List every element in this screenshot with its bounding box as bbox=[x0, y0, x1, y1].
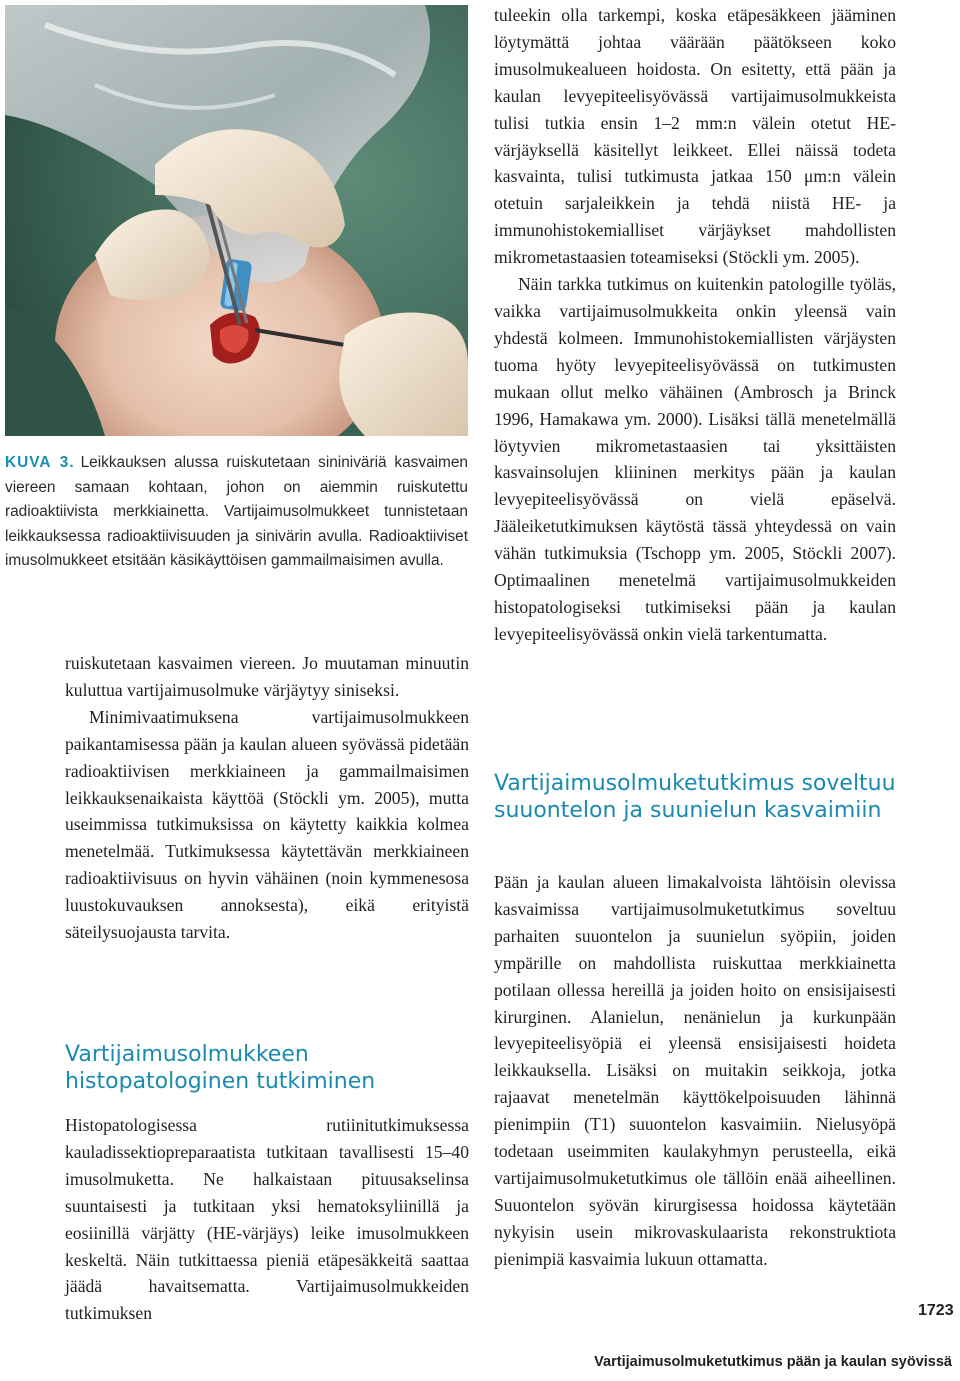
right-paragraph-3: Pään ja kaulan alueen limakalvoista lähtöisin olevissa kasvaimissa vartijaimusolmuketutkimus soveltuu parhaiten suuontelon ja suunielun syöpiin, joiden ympärille on mahdollista ruiskuttaa merkkiainetta potilaan ollessa hereillä ja joiden hoito on ensisijaisesti kirurginen. Alanielun, nenänielun ja kurkunpään levyepiteelisyöpiä ei yleensä ensisijaisesti hoideta leikkauksella. Lisäksi on muitakin seikkoja, jotka rajaavat menetelmän käyttökelpoisuuden lähinnä pienimpiin (T1) suuontelon kasvaimiin. Nielusyöpä todetaan useimmiten kaulakyhmyn perusteella, eikä vartijaimusolmuketutkimus ole tällöin enää aiheellinen. Suuontelon syövän kirurgisessa hoidossa käytetään nykyisin usein mikrovaskulaarista rekonstruktiota pienimpiä kasvaimia lukuun ottamatta. bbox=[494, 872, 896, 1269]
right-paragraph-1: tuleekin olla tarkempi, koska etäpesäkkeen jääminen löytymättä johtaa väärään päätökseen koko imusolmukealueen hoidosta. On esitetty, että pään ja kaulan levyepiteelisyövässä vartijaimusolmukkeista tulisi tutkia ensin 1–2 mm:n välein otetut HE-värjäyksellä käsitellyt leikkeet. Ellei näissä todeta kasvainta, tulisi tutkimusta jatkaa 150 μm:n välein otetuin sarjaleikkein ja tehdä niistä HE- ja immunohistokemialliset värjäykset mahdollisten mikrometastaasien toteamiseksi (Stöckli ym. 2005). bbox=[494, 5, 896, 268]
left-paragraph-3: Histopatologisessa rutiinitutkimuksessa kauladissektiopreparaatista tutkitaan tavallisesti 15–40 imusolmuketta. Ne halkaistaan pituusakselinsa suuntaisesti ja tutkitaan yksi hematoksyliinillä ja eosiinillä värjätty (HE-värjäys) leike imusolmukkeen keskeltä. Näin tutkittaessa pieniä etäpesäkkeitä saattaa jäädä havaitsematta. Vartijaimusolmukkeiden tutkimuksen bbox=[65, 1115, 469, 1324]
right-column-top bbox=[494, 2, 896, 648]
left-column-bottom bbox=[65, 1112, 469, 1327]
figure-caption-text: Leikkauksen alussa ruiskutetaan sininiväriä kasvaimen viereen samaan kohtaan, johon on aiemmin ruiskutettu radioaktiivista merkkiainetta. Vartijaimusolmukkeet tunnistetaan leikkauksessa radioaktiivisuuden ja sinivärin avulla. Radioaktiiviset imusolmukkeet etsitään käsikäyttöisen gammailmaisimen avulla. bbox=[5, 454, 468, 569]
left-column-top bbox=[65, 650, 469, 946]
right-column-bottom bbox=[494, 869, 896, 1273]
right-section-heading: Vartijaimusolmuketutkimus soveltuu suuontelon ja suunielun kasvaimiin bbox=[494, 771, 896, 823]
left-paragraph-1: ruiskutetaan kasvaimen viereen. Jo muutaman minuutin kuluttua vartijaimusolmuke värjäytyy siniseksi. bbox=[65, 653, 469, 700]
figure-caption bbox=[5, 451, 468, 574]
surgical-photo bbox=[5, 5, 468, 436]
running-footer-title: Vartijaimusolmuketutkimus pään ja kaulan syövissä bbox=[594, 1354, 952, 1370]
right-paragraph-2: Näin tarkka tutkimus on kuitenkin patologille työläs, vaikka vartijaimusolmukkeita onkin yleensä vain yhdestä kolmeen. Immunohistokemiallisten värjäysten tuoma hyöty levyepiteelisyövässä on tutkimusten mukaan ollut melko vähäinen (Ambrosch ja Brinck 1996, Hamakawa ym. 2000). Lisäksi tällä menetelmällä löytyvien mikrometastaasien tai yksittäisten kasvainsolujen kliininen merkitys pään ja kaulan levyepiteelisyövässä on vielä epäselvä. Jääleiketutkimuksen käytöstä tässä yhteydessä on vain vähän tutkimuksia (Tschopp ym. 2005, Stöckli 2007). Optimaalinen menetelmä vartijaimusolmukkeiden histopatologiseksi tutkimiseksi pään ja kaulan levyepiteelisyövässä onkin vielä tarkentumatta. bbox=[494, 274, 896, 644]
left-paragraph-2: Minimivaatimuksena vartijaimusolmukkeen paikantamisessa pään ja kaulan alueen syövässä pidetään radioaktiivisen merkkiaineen ja gammailmaisimen leikkauksenaikaista käyttöä (Stöckli ym. 2005), mutta useimmissa tutkimuksissa on käytetty kaikkia kolmea menetelmää. Tutkimuksessa käytettävän merkkiaineen radioaktiivisuus on hyvin vähäinen (noin kymmenesosa luustokuvauksen annoksesta), eikä erityistä säteilysuojausta tarvita. bbox=[65, 706, 469, 943]
surgical-photo-illustration bbox=[5, 5, 468, 436]
figure-label: KUVA 3. bbox=[5, 454, 75, 471]
left-section-heading: Vartijaimusolmukkeen histopatologinen tutkiminen bbox=[65, 1042, 376, 1094]
page-number: 1723 bbox=[918, 1302, 954, 1319]
